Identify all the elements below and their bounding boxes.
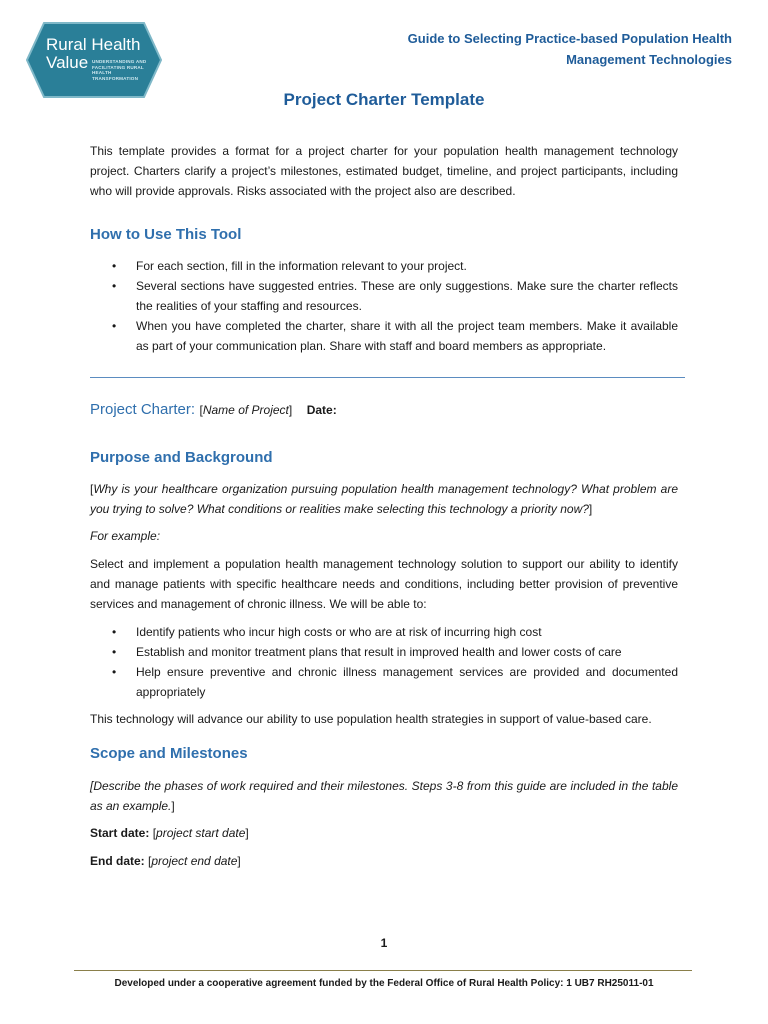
example-text-wrap [90, 554, 678, 614]
logo-line-2: Value [46, 53, 89, 72]
purpose-list-container [90, 622, 678, 702]
purpose-prompt-wrap [90, 479, 678, 519]
page-number: 1 [380, 936, 388, 950]
rural-health-value-logo [26, 22, 162, 98]
purpose-closing: This technology will advance our ability to use population health strategies in support of value-based care. [90, 712, 652, 726]
date-label: Date: [306, 403, 337, 417]
bullet-icon: • [112, 665, 117, 679]
section-divider [90, 377, 685, 378]
start-date-value: project start date [156, 826, 246, 840]
project-charter-line [90, 401, 678, 419]
purpose-list [90, 622, 678, 702]
list-item: • For each section, fill in the information relevant to your project. [90, 256, 678, 276]
logo-line-1: Rural Health [46, 35, 141, 54]
list-item: • When you have completed the charter, share it with all the project team members. Make it available as part of your communication plan. Share with staff and board members as appropriate. [90, 316, 678, 356]
end-date-line: End date: [project end date] [90, 854, 241, 868]
example-paragraph: Select and implement a population health management technology solution to support our ability to identify and manage patients with specific healthcare needs and conditions, including better provision of preventive services and management of chronic illness. We will be able to: [90, 557, 678, 611]
list-item: • Help ensure preventive and chronic illness management services are provided and documented appropriately [90, 662, 678, 702]
footer-funding-note: Developed under a cooperative agreement funded by the Federal Office of Rural Health Policy: 1 UB7 RH25011-01 [114, 978, 654, 989]
bullet-icon: • [112, 645, 117, 659]
purpose-heading: Purpose and Background [90, 449, 273, 466]
bullet-icon: • [112, 279, 117, 293]
page-title: Project Charter Template [283, 90, 485, 109]
guide-title-line-2: Management Technologies [566, 52, 732, 67]
list-item: • Several sections have suggested entries. These are only suggestions. Make sure the charter reflects the realities of your staffing and resources. [90, 276, 678, 316]
end-date-value: project end date [151, 854, 238, 868]
list-item: • Identify patients who incur high costs or who are at risk of incurring high cost [90, 622, 678, 642]
scope-prompt: [Describe the phases of work required and their milestones. Steps 3-8 from this guide are included in the table as an example.] [90, 779, 678, 813]
how-to-list-container [90, 256, 678, 356]
bullet-icon: • [112, 319, 117, 333]
example-label-wrap [90, 526, 678, 546]
project-charter-heading: Project Charter: [90, 401, 196, 418]
example-label: For example: [90, 529, 161, 543]
start-date-line: Start date: [project start date] [90, 826, 249, 840]
scope-heading-wrap [90, 745, 678, 762]
bullet-icon: • [112, 625, 117, 639]
end-date-label: End date: [90, 854, 145, 868]
footer-divider [74, 970, 692, 971]
list-item: • Establish and monitor treatment plans that result in improved health and lower costs of care [90, 642, 678, 662]
guide-title-line-1: Guide to Selecting Practice-based Population Health [407, 31, 732, 46]
purpose-closing-wrap [90, 709, 678, 729]
logo-tagline: UNDERSTANDING AND FACILITATING RURAL HEALTH TRANSFORMATION [92, 59, 147, 81]
how-to-heading: How to Use This Tool [90, 226, 242, 243]
intro-section [90, 141, 678, 201]
scope-heading: Scope and Milestones [90, 745, 248, 762]
scope-prompt-wrap [90, 776, 678, 816]
guide-title-header [372, 28, 732, 70]
project-name-field: [Name of Project] [199, 403, 293, 417]
how-to-section [90, 226, 678, 243]
how-to-list [90, 256, 678, 356]
start-date-label: Start date: [90, 826, 150, 840]
intro-paragraph: This template provides a format for a project charter for your population health management technology project. Charters clarify a project’s milestones, estimated budget, timeline, and project participants, including who will provide approvals. Risks associated with the project also are described. [90, 144, 678, 198]
purpose-heading-wrap [90, 449, 678, 466]
purpose-prompt: [Why is your healthcare organization pursuing population health management technology? What problem are you trying to solve? What conditions or realities make selecting this technology a priority now?] [90, 482, 678, 516]
bullet-icon: • [112, 259, 117, 273]
